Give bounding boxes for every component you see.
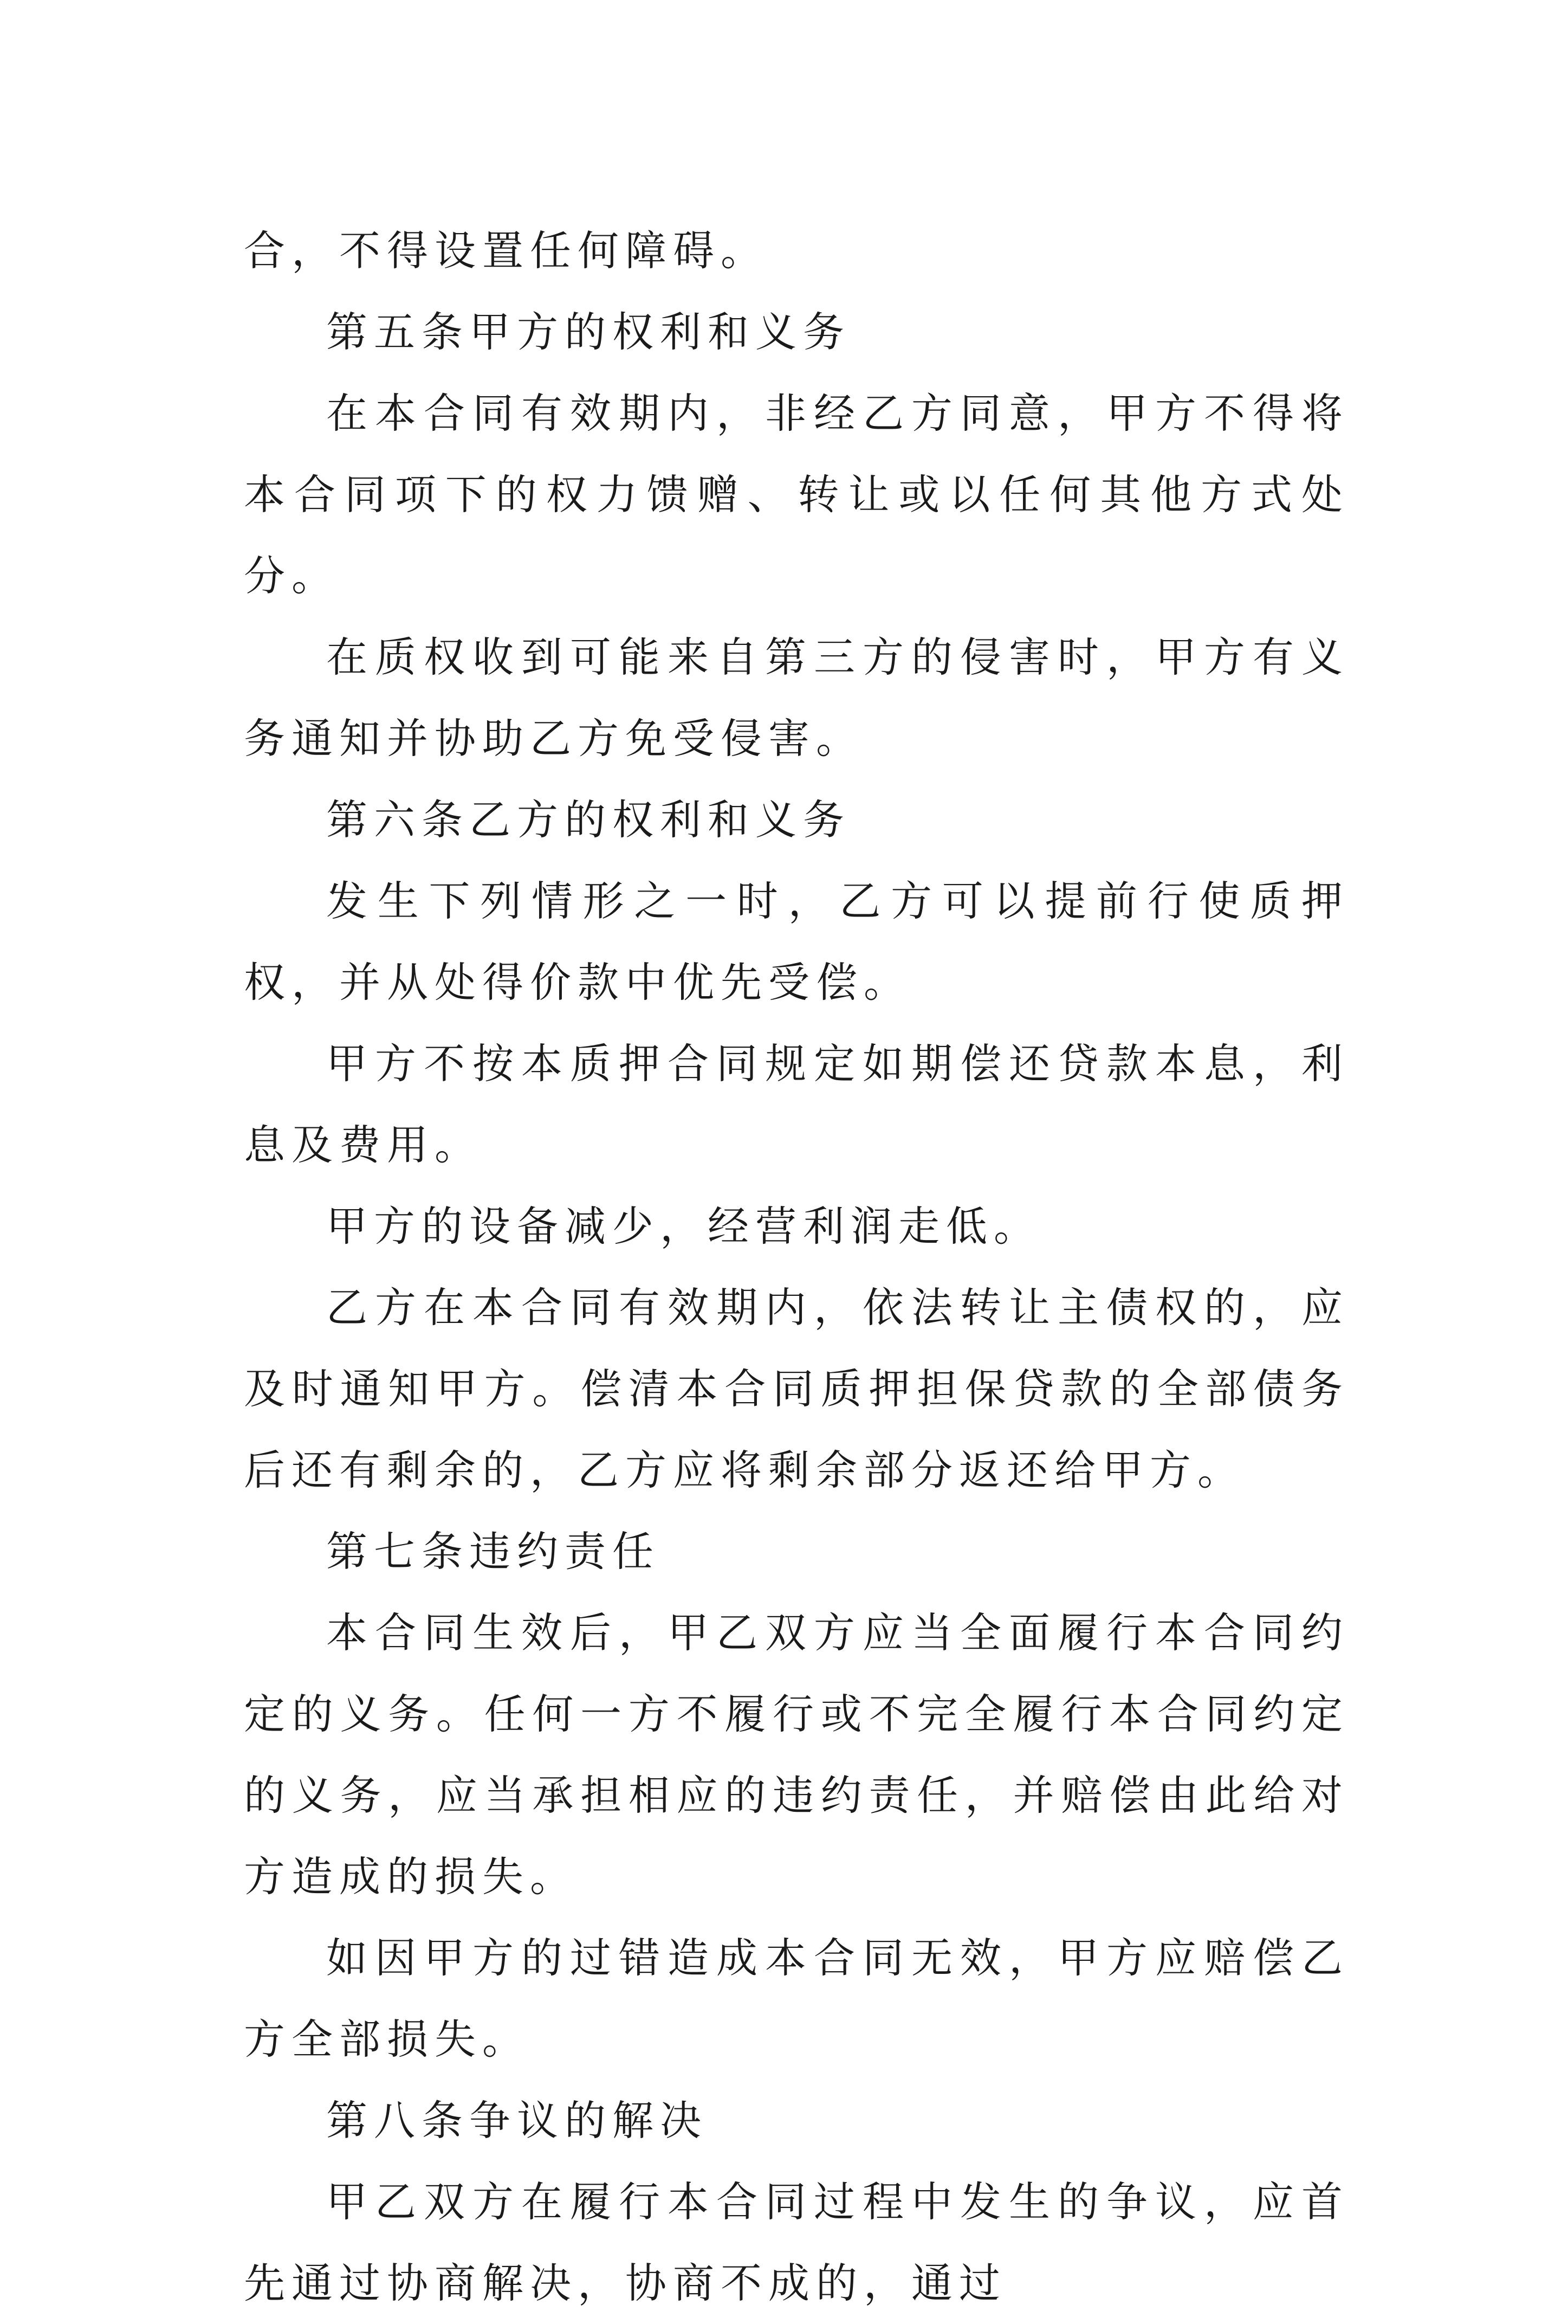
document-body — [244, 210, 1349, 2324]
paragraph: 在质权收到可能来自第三方的侵害时，甲方有义务通知并协助乙方免受侵害。 — [244, 633, 1349, 763]
paragraph: 乙方在本合同有效期内，依法转让主债权的，应及时通知甲方。偿清本合同质押担保贷款的全部债务后还有剩余的，乙方应将剩余部分返还给甲方。 — [244, 1283, 1349, 1494]
paragraph: 本合同生效后，甲乙双方应当全面履行本合同约定的义务。任何一方不履行或不完全履行本合同约定的义务，应当承担相应的违约责任，并赔偿由此给对方造成的损失。 — [244, 1609, 1349, 1901]
paragraph: 甲方不按本质押合同规定如期偿还贷款本息，利息及费用。 — [244, 1040, 1349, 1169]
paragraph: 如因甲方的过错造成本合同无效，甲方应赔偿乙方全部损失。 — [244, 1934, 1349, 2063]
paragraph-continuation: 合，不得设置任何障碍。 — [244, 227, 768, 275]
article-6-heading: 第六条乙方的权利和义务 — [326, 796, 851, 844]
paragraph-truncated: 甲乙双方在履行本合同过程中发生的争议，应首先通过协商解决，协商不成的，通过 — [244, 2178, 1349, 2307]
article-7-heading: 第七条违约责任 — [326, 1527, 660, 1576]
paragraph: 甲方的设备减少，经营利润走低。 — [326, 1202, 1041, 1250]
article-5-heading: 第五条甲方的权利和义务 — [326, 308, 851, 356]
paragraph: 在本合同有效期内，非经乙方同意，甲方不得将本合同项下的权力馈赠、转让或以任何其他方式处分。 — [244, 389, 1349, 600]
paragraph: 发生下列情形之一时，乙方可以提前行使质押权，并从处得价款中优先受偿。 — [244, 877, 1349, 1006]
article-8-heading: 第八条争议的解决 — [326, 2096, 708, 2145]
